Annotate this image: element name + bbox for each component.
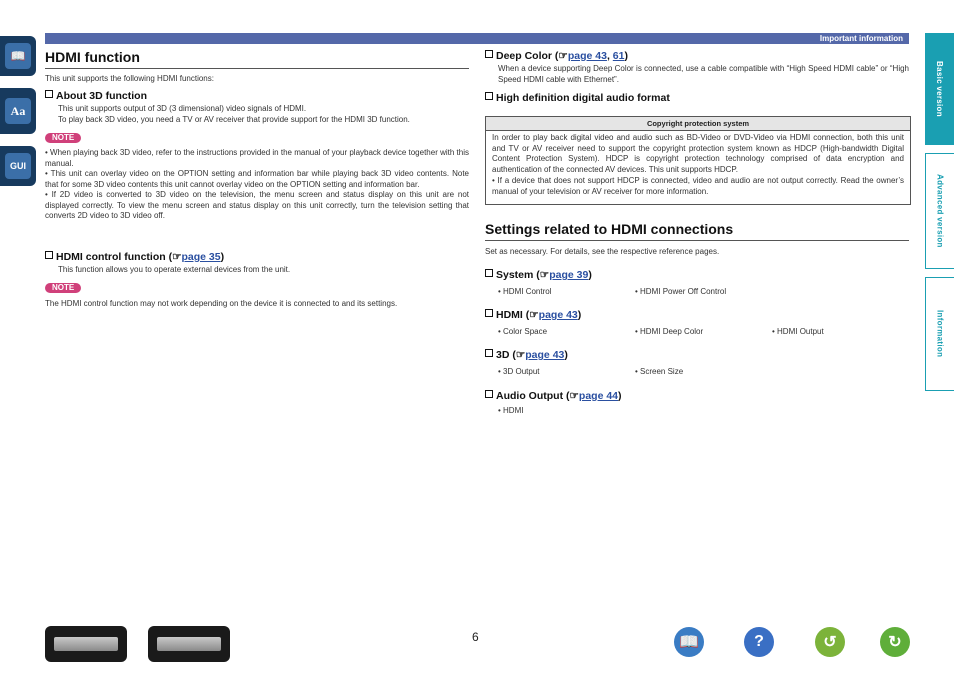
gui-tab[interactable] [0, 146, 36, 186]
forward-icon: ↻ [888, 634, 902, 651]
help-nav-button[interactable] [744, 627, 774, 657]
page-43-link[interactable]: page 43 [567, 50, 607, 62]
list-item: • If 2D video is converted to 3D video on the television, the menu screen and status display on this unit are not displayed correctly. To view the menu screen and status display on this unit correctly, turn the television setting that converts 2D video to 3D video off. [45, 190, 469, 220]
player-front-icon [54, 637, 118, 651]
tab-basic-label: Basic version [935, 61, 944, 117]
list-item: • Color Space [498, 327, 548, 336]
system-heading: System (☞page 39) [485, 269, 592, 281]
page-39-link[interactable]: page 39 [549, 269, 589, 281]
deep-color-p: When a device supporting Deep Color is connected, use a cable compatible with “High Speed HDMI cable” or “High Speed HDMI cable with Ethernet”. [498, 64, 909, 84]
front-panel-button[interactable] [45, 626, 127, 662]
contents-icon: 📖 [679, 634, 699, 651]
header-bar [45, 33, 909, 44]
hd-audio-heading: High definition digital audio format [485, 92, 670, 104]
notes-3d-list [45, 148, 469, 222]
about-3d-p1: This unit supports output of 3D (3 dimensional) video signals of HDMI. [58, 104, 307, 113]
about-3d-p2: To play back 3D video, you need a TV or AV receiver that provide support for the HDMI 3D function. [58, 115, 410, 124]
page-61-link[interactable]: 61 [612, 50, 625, 62]
hand-icon: ☞ [539, 269, 550, 281]
page-43-link-2[interactable]: page 43 [538, 309, 578, 321]
hdmi-intro: This unit supports the following HDMI functions: [45, 74, 214, 83]
book-icon: 📖 [5, 43, 31, 69]
hand-icon: ☞ [515, 349, 526, 361]
list-item: • This unit can overlay video on the OPTION setting and information bar while playing back 3D video contents. Note that for some 3D video contents this unit cannot overlay video on the OPTION setting and information bar. [45, 169, 469, 189]
deep-color-heading: Deep Color (☞page 43, 61) [485, 50, 628, 62]
hand-icon: ☞ [569, 390, 579, 402]
gui-icon: GUI [5, 153, 31, 179]
header-label: Important information [819, 34, 903, 43]
about-3d-heading: About 3D function [45, 90, 147, 102]
list-item: • HDMI [498, 406, 524, 415]
settings-intro: Set as necessary. For details, see the respective reference pages. [485, 247, 720, 256]
checkbox-icon [45, 90, 53, 98]
copyright-box-p: In order to play back digital video and audio such as BD-Video or DVD-Video via HDMI connection, both this unit and TV or AV receiver need to support the copyright protection system known as HDCP (High-bandwidth Digital Content Protection System). HDCP is copyright protection technology comprised of data encryption and authentication of the connected AV devices. This unit supports HDCP. [492, 133, 904, 174]
list-item: • Screen Size [635, 367, 684, 376]
tab-information[interactable] [925, 277, 954, 391]
hdmi-control-note: The HDMI control function may not work depending on the device it is connected to and its settings. [45, 299, 398, 308]
hdmi-control-p: This function allows you to operate external devices from the unit. [58, 265, 291, 274]
page-number: 6 [472, 630, 479, 644]
list-item: • 3D Output [498, 367, 540, 376]
forward-nav-button[interactable] [880, 627, 910, 657]
list-item: • HDMI Deep Color [635, 327, 704, 336]
checkbox-icon [485, 269, 493, 277]
rear-panel-button[interactable] [148, 626, 230, 662]
note-badge: NOTE [45, 133, 81, 143]
list-item: • HDMI Output [772, 327, 824, 336]
copyright-box-bullet: • If a device that does not support HDCP is connected, video and audio are not output correctly. Read the owner’s manual of your television or AV receiver for more information. [492, 176, 904, 196]
help-icon: ? [754, 633, 764, 650]
hand-icon: ☞ [558, 50, 568, 62]
copyright-box-title: Copyright protection system [486, 117, 910, 131]
tab-basic-version[interactable] [925, 33, 954, 145]
hdmi-control-heading: HDMI control function (☞page 35) [45, 251, 224, 263]
list-item: • HDMI Power Off Control [635, 287, 727, 296]
checkbox-icon [485, 309, 493, 317]
contents-tab[interactable] [0, 36, 36, 76]
back-nav-button[interactable] [815, 627, 845, 657]
hdmi-function-title: HDMI function [45, 49, 140, 65]
player-rear-icon [157, 637, 221, 651]
note-badge-2: NOTE [45, 283, 81, 293]
settings-title: Settings related to HDMI connections [485, 221, 734, 237]
list-item: • When playing back 3D video, refer to the instructions provided in the manual of your playback device together with this manual. [45, 148, 469, 168]
checkbox-icon [45, 251, 53, 259]
page-44-link[interactable]: page 44 [578, 390, 619, 402]
audio-output-heading: Audio Output (☞page 44) [485, 390, 622, 402]
checkbox-icon [485, 92, 493, 100]
checkbox-icon [485, 50, 493, 58]
checkbox-icon [485, 390, 493, 398]
tab-information-label: Information [935, 310, 945, 358]
checkbox-icon [485, 349, 493, 357]
settings-rule [485, 240, 909, 241]
index-tab[interactable] [0, 88, 36, 134]
page-35-link[interactable]: page 35 [181, 251, 221, 263]
back-icon: ↺ [823, 634, 837, 651]
tab-advanced-version[interactable] [925, 153, 954, 269]
tab-advanced-label: Advanced version [935, 174, 945, 248]
hand-icon: ☞ [529, 309, 539, 321]
3d-heading: 3D (☞page 43) [485, 349, 568, 361]
copyright-box [485, 116, 911, 205]
index-icon: Aa [5, 98, 31, 124]
hdmi-heading: HDMI (☞page 43) [485, 309, 581, 321]
title-rule [45, 68, 469, 69]
list-item: • HDMI Control [498, 287, 552, 296]
page-43-link-3[interactable]: page 43 [525, 349, 565, 361]
hand-icon: ☞ [172, 251, 182, 263]
contents-nav-button[interactable] [674, 627, 704, 657]
